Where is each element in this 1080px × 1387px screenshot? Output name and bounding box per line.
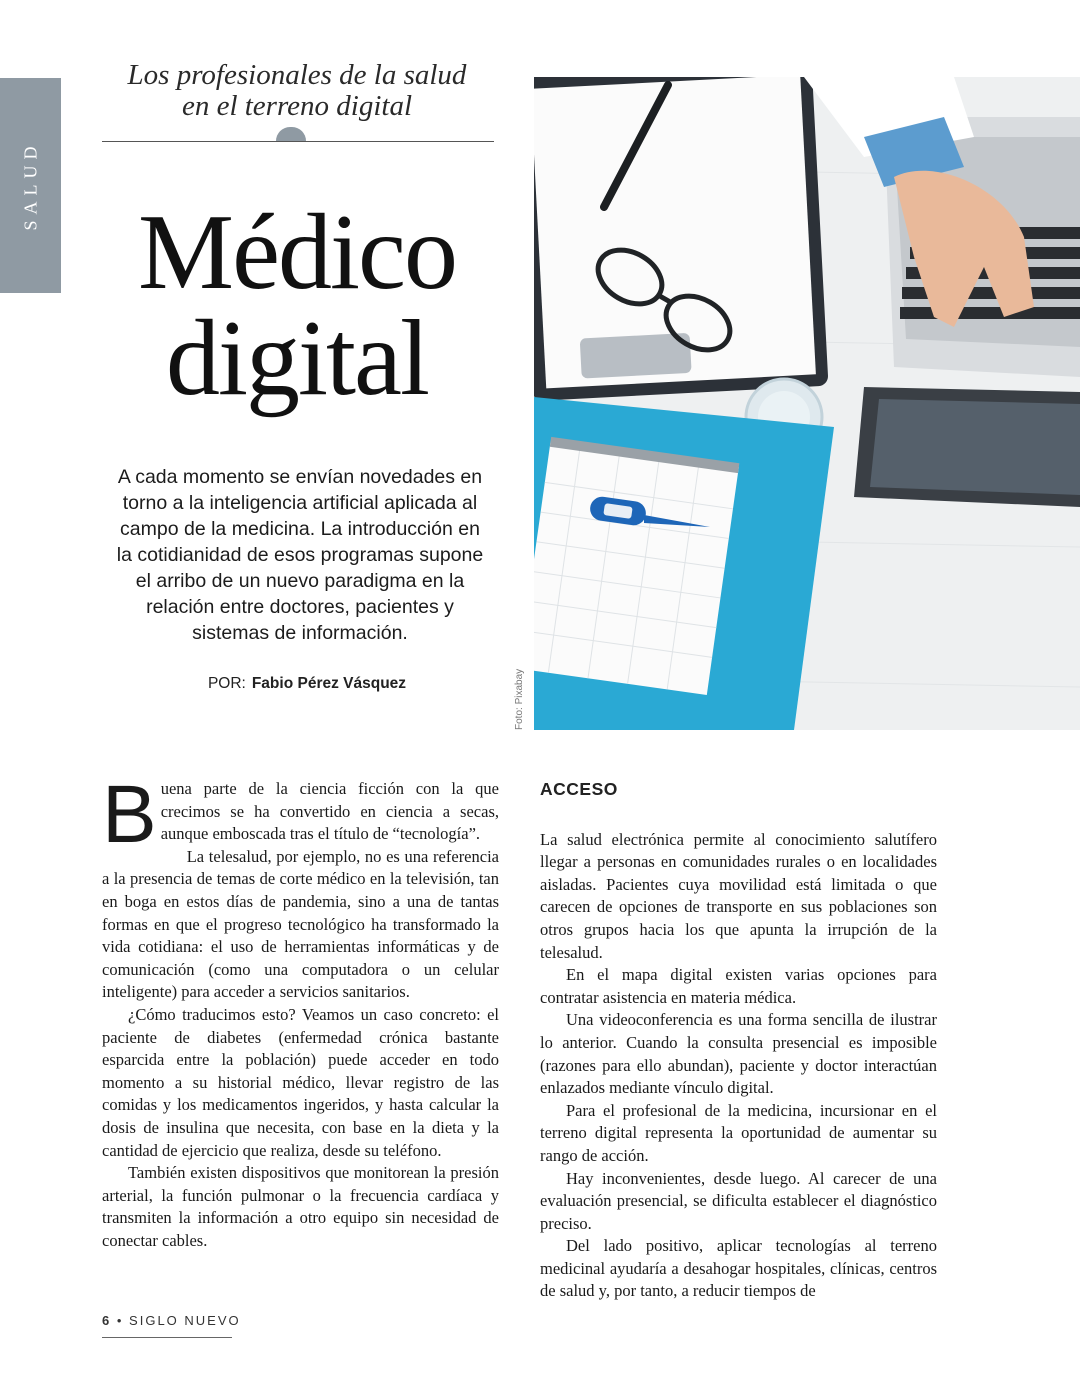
section-tab bbox=[0, 78, 61, 293]
article-paragraph: La salud electrónica permite al conocimiento salutífero llegar a personas en comunidades rurales o en localidades aisladas. Pacientes cuya movilidad está limitada o que carecen de opciones de transporte en sus poblaciones son otros grupos hacia los que apunta la irrupción de la telesalud. bbox=[540, 829, 937, 962]
page-footer bbox=[102, 1313, 241, 1328]
article-paragraph: ¿Cómo traducimos esto? Veamos un caso concreto: el paciente de diabetes (enfermedad crónica bastante esparcida entre la población) puede acceder en todo momento a su historial médico, llevar registro de las comidas y los medicamentos ingeridos, y hasta calcular la dosis de insulina que necesita, con base en la dieta y la cantidad de ejercicio que realiza, desde su teléfono. bbox=[102, 1004, 499, 1160]
kicker-divider bbox=[102, 141, 494, 142]
headline bbox=[102, 193, 492, 418]
notepad bbox=[534, 437, 739, 695]
drop-cap: B bbox=[102, 769, 157, 860]
byline-prefix: POR: bbox=[207, 675, 246, 692]
article-column-left bbox=[102, 769, 499, 1252]
article-paragraph: Para el profesional de la medicina, incursionar en el terreno digital representa la oportunidad de aumentar su rango de acción. bbox=[540, 1100, 937, 1165]
kicker-line-2: en el terreno digital bbox=[181, 90, 413, 122]
footer-separator: • bbox=[116, 1313, 124, 1328]
section-label: SALUD bbox=[20, 140, 41, 231]
article-paragraph: En el mapa digital existen varias opciones para contratar asistencia en materia médica. bbox=[540, 965, 937, 1007]
clipboard bbox=[534, 77, 829, 401]
subhead-acceso: ACCESO bbox=[540, 779, 618, 799]
doctor-desk-photo bbox=[534, 77, 1080, 730]
article-paragraph bbox=[102, 769, 499, 860]
kicker bbox=[102, 60, 492, 122]
article-paragraph: Del lado positivo, aplicar tecnologías al terreno medicinal ayudaría a desahogar hospitales, clínicas, centros de salud y, por tanto, a reducir tiempos de bbox=[540, 1236, 937, 1301]
deck: A cada momento se envían novedades en torno a la inteligencia artificial aplicada al campo de la medicina. La introducción en la cotidianidad de esos programas supone el arribo de un nuevo paradigma en la relación entre doctores, pacientes y sistemas de información. bbox=[116, 466, 484, 644]
doctor-desk-illustration bbox=[534, 77, 1080, 730]
publication-name: SIGLO NUEVO bbox=[129, 1313, 241, 1328]
article-paragraph-text: uena parte de la ciencia ficción con la que crecimos se ha convertido en ciencia a secas, aunque emboscada tras el título de “tecnología”. bbox=[160, 779, 499, 844]
headline-line-1: Médico bbox=[138, 193, 456, 312]
article-paragraph: La telesalud, por ejemplo, no es una referencia a la presencia de temas de corte médico en la televisión, tan en boga en estos días de pandemia, sino a una de tantas formas en que el progreso tecnológico ha transformado la vida cotidiana: el uso de herramientas informáticas y de comunicación (como una computadora o un celular inteligente) para acceder a servicios sanitarios. bbox=[102, 846, 499, 1002]
article-paragraph: Hay inconvenientes, desde luego. Al carecer de una evaluación presencial, se dificulta establecer el diagnóstico preciso. bbox=[540, 1168, 937, 1233]
article-paragraph: También existen dispositivos que monitorean la presión arterial, la función pulmonar o la frecuencia cardíaca y transmiten la información a otro equipo sin necesidad de conectar cables. bbox=[102, 1163, 499, 1250]
kicker-line-1: Los profesionales de la salud bbox=[127, 59, 467, 91]
byline-author: Fabio Pérez Vásquez bbox=[251, 675, 407, 692]
page-number: 6 bbox=[102, 1313, 112, 1328]
kicker-ornament bbox=[276, 127, 306, 141]
article-paragraph: Una videoconferencia es una forma sencilla de ilustrar lo anterior. Cuando la consulta presencial es imposible (razones para ello abundan), paciente y doctor interactúan enlazados mediante vínculo digital. bbox=[540, 1010, 937, 1098]
byline bbox=[102, 675, 512, 693]
photo-credit: Foto: Pixabay bbox=[514, 668, 525, 730]
article-column-right bbox=[540, 778, 937, 1303]
footer-divider bbox=[102, 1337, 232, 1338]
headline-line-2: digital bbox=[166, 299, 428, 418]
